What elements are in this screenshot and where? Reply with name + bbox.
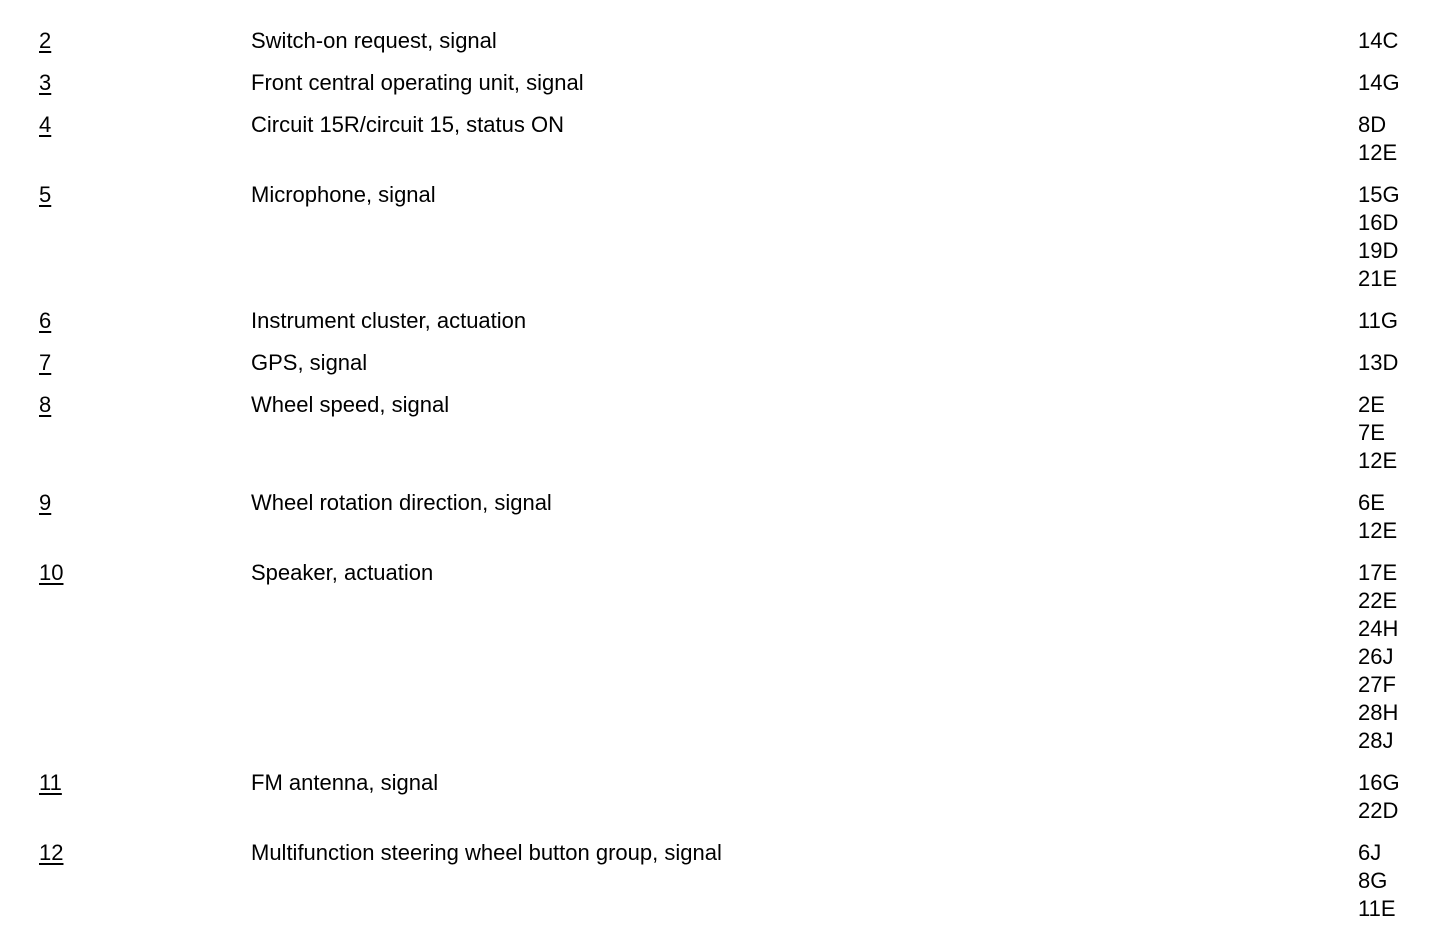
signal-description: GPS, signal (251, 350, 368, 375)
table-row (0, 839, 1456, 923)
location-ref: 24H (1358, 616, 1399, 641)
signal-description: Circuit 15R/circuit 15, status ON (251, 112, 564, 137)
signal-number-link[interactable]: 7 (39, 350, 52, 375)
signal-number-link[interactable]: 4 (39, 112, 52, 137)
signal-number-link[interactable]: 6 (39, 308, 52, 333)
location-ref: 22D (1358, 798, 1399, 823)
signal-number-link[interactable]: 10 (39, 560, 64, 585)
location-ref: 12E (1358, 140, 1398, 165)
signal-number-link[interactable]: 5 (39, 182, 52, 207)
signal-description: Switch-on request, signal (251, 28, 497, 53)
location-ref: 6E (1358, 490, 1385, 515)
table-row (0, 69, 1456, 97)
location-ref: 7E (1358, 420, 1385, 445)
signal-number-link[interactable]: 2 (39, 28, 52, 53)
signal-description: Microphone, signal (251, 182, 436, 207)
location-ref: 2E (1358, 392, 1385, 417)
location-ref: 14G (1358, 70, 1400, 95)
signal-description: Wheel speed, signal (251, 392, 450, 417)
location-ref: 8D (1358, 112, 1387, 137)
location-ref: 21E (1358, 266, 1398, 291)
table-row (0, 489, 1456, 545)
table-row (0, 27, 1456, 55)
signal-description: Wheel rotation direction, signal (251, 490, 552, 515)
signal-locations (1358, 181, 1456, 293)
signal-number-link[interactable]: 9 (39, 490, 52, 515)
table-row (0, 181, 1456, 293)
signal-locations (1358, 69, 1456, 97)
signal-locations (1358, 349, 1456, 377)
table-row (0, 111, 1456, 167)
location-ref: 11G (1358, 308, 1398, 333)
location-ref: 12E (1358, 518, 1398, 543)
location-ref: 6J (1358, 840, 1382, 865)
signal-description: Front central operating unit, signal (251, 70, 584, 95)
location-ref: 27F (1358, 672, 1396, 697)
signal-number-link[interactable]: 3 (39, 70, 52, 95)
signal-description: Multifunction steering wheel button group, signal (251, 840, 722, 865)
location-ref: 28J (1358, 728, 1394, 753)
location-ref: 11E (1358, 896, 1396, 921)
signal-locations (1358, 489, 1456, 545)
signal-locations (1358, 839, 1456, 923)
signal-locations (1358, 559, 1456, 755)
signal-description: FM antenna, signal (251, 770, 439, 795)
signal-locations (1358, 27, 1456, 55)
location-ref: 16D (1358, 210, 1399, 235)
location-ref: 16G (1358, 770, 1400, 795)
table-row (0, 559, 1456, 755)
table-row (0, 391, 1456, 475)
signal-description: Speaker, actuation (251, 560, 434, 585)
location-ref: 8G (1358, 868, 1388, 893)
signal-number-link[interactable]: 8 (39, 392, 52, 417)
signal-locations (1358, 307, 1456, 335)
signal-locations (1358, 769, 1456, 825)
signal-table (0, 27, 1456, 937)
location-ref: 12E (1358, 448, 1398, 473)
location-ref: 22E (1358, 588, 1398, 613)
signal-number-link[interactable]: 11 (39, 770, 62, 795)
table-row (0, 307, 1456, 335)
location-ref: 15G (1358, 182, 1400, 207)
signal-description: Instrument cluster, actuation (251, 308, 527, 333)
location-ref: 19D (1358, 238, 1399, 263)
location-ref: 13D (1358, 350, 1399, 375)
table-row (0, 769, 1456, 825)
signal-number-link[interactable]: 12 (39, 840, 64, 865)
table-row (0, 349, 1456, 377)
location-ref: 26J (1358, 644, 1394, 669)
location-ref: 14C (1358, 28, 1399, 53)
signal-locations (1358, 111, 1456, 167)
location-ref: 28H (1358, 700, 1399, 725)
location-ref: 17E (1358, 560, 1398, 585)
signal-locations (1358, 391, 1456, 475)
